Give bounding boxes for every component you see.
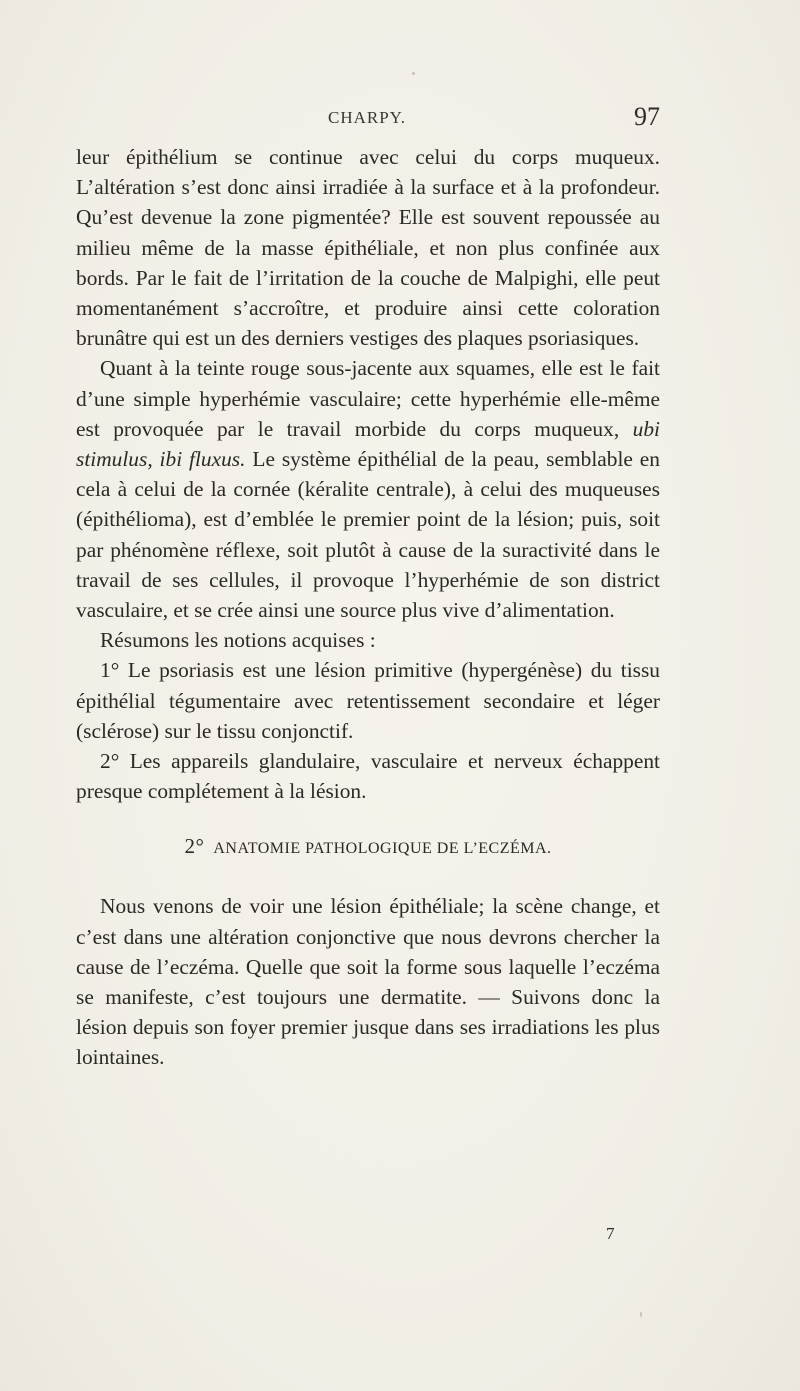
page-header [76,102,660,142]
paragraph-text: Quant à la teinte rouge sous-jacente aux squames, elle est le fait d’une simple hyperhémie vasculaire; cette hyperhémie elle-même est provoquée par le travail morbide du corps muqueux, [76,356,660,441]
body-text [76,142,660,1073]
paper-speck [412,72,415,75]
paragraph-summary-intro: Résumons les notions acquises : [100,628,376,653]
latin-quote: ubi stimulus, ibi fluxus. [76,416,660,472]
paragraph-eczema: Nous venons de voir une lésion épithéliale; la scène change, et c’est dans une altération conjonctive que nous devrons chercher la cause de l’eczéma. Quelle que soit la forme sous laquelle l’eczéma se manifeste, c’est toujours une dermatite. — Suivons donc la lésion depuis son foyer premier jusque dans ses irradiations les plus lointaines. [76,894,660,1070]
section-number: 2° [184,834,205,859]
paragraph-text: Le système épithélial de la peau, semblable en cela à celui de la cornée (kéralite centrale), à celui des muqueuses (épithélioma), est d’emblée le premier point de la lésion; puis, soit par phénomène réflexe, soit plutôt à cause de la suractivité dans le travail de ses cellules, il provoque l’hyperhémie de son district vasculaire, et se crée ainsi une source plus vive d’alimentation. [76,447,660,623]
summary-point-2: 2° Les appareils glandulaire, vasculaire et nerveux échappent presque complétement à la lésion. [76,749,660,804]
summary-point-1: 1° Le psoriasis est une lésion primitive (hypergénèse) du tissu épithélial tégumentaire avec retentissement secondaire et léger (sclérose) sur le tissu conjonctif. [76,658,660,743]
paragraph-continuation: leur épithélium se continue avec celui du corps muqueux. L’altération s’est donc ainsi irradiée à la surface et à la profondeur. Qu’est devenue la zone pigmentée? Elle est souvent repoussée au milieu même de la masse épithéliale, et non plus confinée aux bords. Par le fait de l’irritation de la couche de Malpighi, elle peut momentanément s’accroître, et produire ainsi cette coloration brunâtre qui est un des derniers vestiges des plaques psoriasiques. [76,145,660,351]
section-title: ANATOMIE PATHOLOGIQUE DE L’ECZÉMA. [213,840,552,858]
paragraph-red-tint [76,353,660,625]
signature-mark: 7 [606,1224,615,1243]
paper-speck [640,1312,642,1317]
section-heading [76,831,660,864]
page-number: 97 [634,102,660,131]
running-head: CHARPY. [328,108,407,127]
